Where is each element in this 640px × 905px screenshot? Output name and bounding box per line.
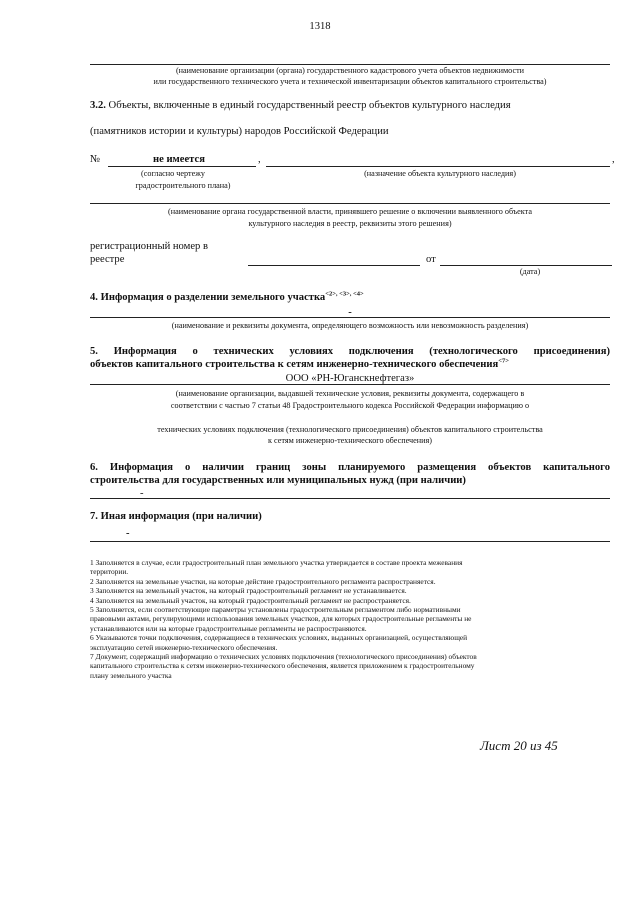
s32-number: 3.2. — [90, 100, 106, 111]
s32-comma2: , — [612, 154, 615, 165]
s32-no-value: не имеется — [153, 154, 205, 165]
footnote-line: 5 Заполняется, если соответствующие параметры установлены градостроительным регламентом либо нормативными — [90, 605, 461, 615]
header-caption-line2: или государственного технического учета и технической инвентаризации объектов капитального строительства) — [153, 77, 547, 86]
s5-caption4: к сетям инженерно-технического обеспечения) — [267, 436, 433, 445]
s5-value: ООО «РН-Юганскнефтегаз» — [285, 373, 415, 384]
s5-title-line2-wrap — [90, 358, 509, 371]
s32-purpose-line — [266, 166, 610, 167]
s32-caption-org2: культурного наследия в реестр, реквизиты этого решения) — [248, 219, 452, 228]
s5-caption3: технических условиях подключения (технологического присоединения) объектов капитального строительства — [157, 425, 543, 434]
s32-no-label: № — [90, 154, 101, 165]
s4-value: - — [348, 307, 352, 318]
s5-caption2: соответствии с частью 7 статьи 48 Градостроительного кодекса Российской Федерации информацию о — [170, 401, 530, 410]
s7-line — [90, 541, 610, 542]
footnote-line: капитального строительства к сетям инженерно-технического обеспечения, является приложением к градостроительному — [90, 661, 475, 671]
footnote-line: 7 Документ, содержащий информацию о технических условиях подключения (технологического присоединения) объектов — [90, 652, 477, 662]
s4-title: 4. Информация о разделении земельного участка — [90, 292, 326, 303]
footnote-line: правовыми актами, регулирующими использования земельных участков, для которых градостроительные регламенты не — [90, 614, 472, 624]
s4-heading — [90, 291, 364, 304]
s32-caption-plan1: (согласно чертежу — [141, 169, 205, 178]
s6-title-line1: 6. Информация о наличии границ зоны планируемого размещения объектов капитального — [90, 462, 610, 473]
s5-ref: <7> — [498, 357, 509, 365]
s32-no-line — [108, 166, 256, 167]
footnote-line: устанавливаются или на которые градостроительные регламенты не распространяются. — [90, 623, 367, 633]
sheet-number: Лист 20 из 45 — [480, 738, 558, 753]
s6-value: - — [140, 488, 144, 499]
s32-reg-line — [248, 265, 420, 266]
footnote-line: 2 Заполняется на земельные участки, на которые действие градостроительного регламента распространяется. — [90, 576, 436, 586]
header-caption-line1: (наименование организации (органа) государственного кадастрового учета объектов недвижимости — [175, 66, 525, 75]
s7-value: - — [126, 528, 130, 539]
s4-refs: <2>, <3>, <4> — [325, 290, 364, 298]
footnote-line: территории. — [90, 567, 129, 577]
s32-comma1: , — [258, 154, 261, 165]
s5-title-line1: 5. Информация о технических условиях подключения (технологического присоединения) — [90, 346, 610, 357]
s32-caption-plan2: градостроительного плана) — [135, 181, 231, 190]
s32-caption-purpose: (назначение объекта культурного наследия) — [364, 169, 516, 178]
header-line — [90, 64, 610, 65]
s32-reg-label1: регистрационный номер в — [90, 241, 209, 252]
s32-date-line — [440, 265, 612, 266]
s32-caption-org1: (наименование органа государственной власти, принявшего решение о включении выявленного объекта — [168, 207, 532, 216]
s32-text2: (памятников истории и культуры) народов Российской Федерации — [90, 126, 389, 137]
s4-caption: (наименование и реквизиты документа, определяющего возможность или невозможность разделения) — [171, 321, 529, 330]
footnote-line: плану земельного участка — [90, 670, 172, 680]
s32-date-caption: (дата) — [519, 267, 541, 276]
s7-title: 7. Иная информация (при наличии) — [90, 511, 262, 522]
s6-title-line2: строительства для государственных или муниципальных нужд (при наличии) — [90, 475, 466, 486]
footnote-line: 3 Заполняется на земельный участок, на который градостроительный регламент не устанавливается. — [90, 586, 407, 596]
s5-title-line2: объектов капитального строительства к сетям инженерно-технического обеспечения — [90, 359, 499, 370]
footnote-line: 1 Заполняется в случае, если градостроительный план земельного участка утверждается в составе проекта межевания — [90, 558, 463, 567]
footnote-line: 4 Заполняется на земельный участок, на который градостроительный регламент не распространяется. — [90, 595, 411, 605]
s32-text1: Объекты, включенные в единый государственный реестр объектов культурного наследия — [108, 100, 511, 111]
s32-from-label: от — [426, 254, 436, 265]
s6-line — [90, 498, 610, 499]
s32-org-line — [90, 203, 610, 204]
page-number: 1318 — [309, 21, 331, 32]
s32-reg-label2: реестре — [90, 254, 125, 265]
s5-caption1: (наименование организации, выдавшей технические условия, реквизиты документа, содержащего в — [175, 389, 525, 398]
footnotes — [90, 558, 615, 680]
s5-line — [90, 384, 610, 385]
footnote-line: эксплуатацию сетей инженерно-технического обеспечения. — [90, 642, 278, 652]
s32-heading — [90, 99, 511, 112]
footnote-line: 6 Указываются точки подключения, содержащиеся в технических условиях, выданных организацией, осуществляющей — [90, 633, 468, 643]
s4-line — [90, 317, 610, 318]
